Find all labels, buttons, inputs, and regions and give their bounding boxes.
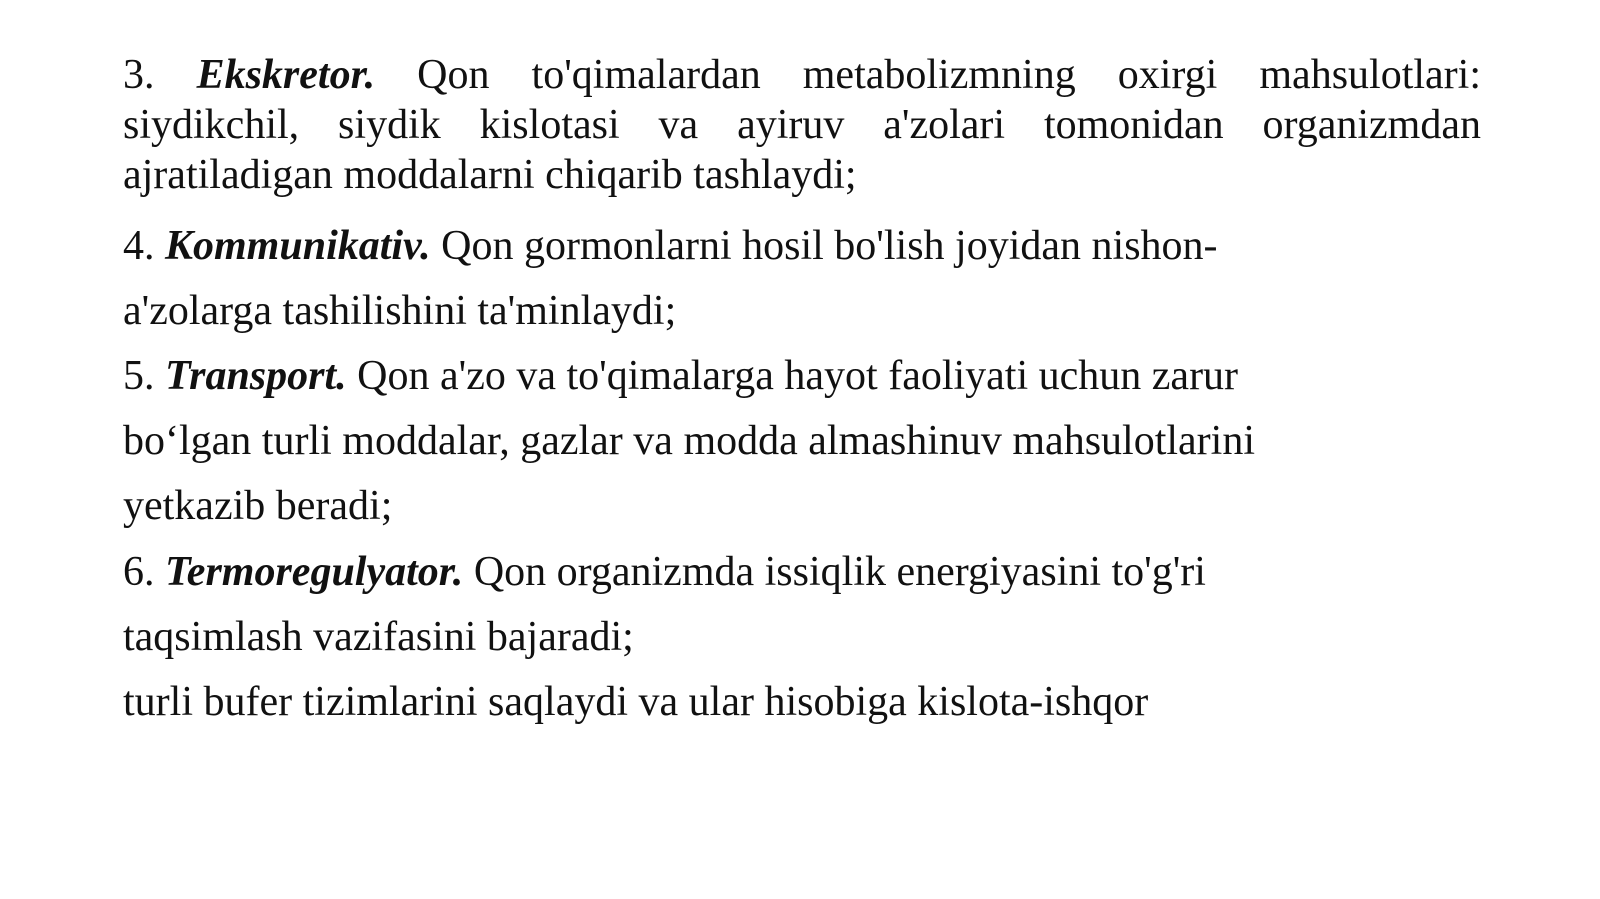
item-number: 3. <box>123 52 155 98</box>
item-text: Qon to'qimalardan metabolizmning oxirgi mahsulotlari: <box>417 52 1482 98</box>
item-termoregulyator-line-2: taqsimlash vazifasini bajaradi; <box>123 614 634 660</box>
item-text: Qon gormonlarni hosil bo'lish joyidan nishon- <box>441 223 1218 269</box>
item-number: 6. <box>123 549 155 595</box>
item-ekskretor <box>123 50 1481 200</box>
item-text: Qon a'zo va to'qimalarga hayot faoliyati uchun zarur <box>357 353 1239 399</box>
item-number: 5. <box>123 353 155 399</box>
item-transport <box>123 344 1255 539</box>
item-transport-line-1 <box>123 344 1255 409</box>
item-transport-line-3: yetkazib beradi; <box>123 483 393 529</box>
item-termoregulyator-line-1 <box>123 540 1206 605</box>
item-text: Qon organizmda issiqlik energiyasini to'g'ri <box>473 549 1206 595</box>
item-ekskretor-line-1 <box>123 50 1481 100</box>
item-ekskretor-line-2: siydikchil, siydik kislotasi va ayiruv a'zolari tomonidan organizmdan <box>123 102 1481 148</box>
item-keyword: Ekskretor. <box>196 52 376 98</box>
item-transport-line-2: bo‘lgan turli moddalar, gazlar va modda almashinuv mahsulotlarini <box>123 418 1256 464</box>
item-kommunikativ <box>123 214 1218 344</box>
item-ekskretor-line-3: ajratiladigan moddalarni chiqarib tashlaydi; <box>123 152 857 198</box>
item-termoregulyator-line-3: turli bufer tizimlarini saqlaydi va ular hisobiga kislota-ishqor <box>123 679 1149 725</box>
item-number: 4. <box>123 223 155 269</box>
item-kommunikativ-line-2: a'zolarga tashilishini ta'minlaydi; <box>123 288 677 334</box>
item-keyword: Termoregulyator. <box>165 549 464 595</box>
item-termoregulyator <box>123 540 1206 735</box>
item-keyword: Kommunikativ. <box>165 223 431 269</box>
item-keyword: Transport. <box>165 353 347 399</box>
item-kommunikativ-line-1 <box>123 214 1218 279</box>
